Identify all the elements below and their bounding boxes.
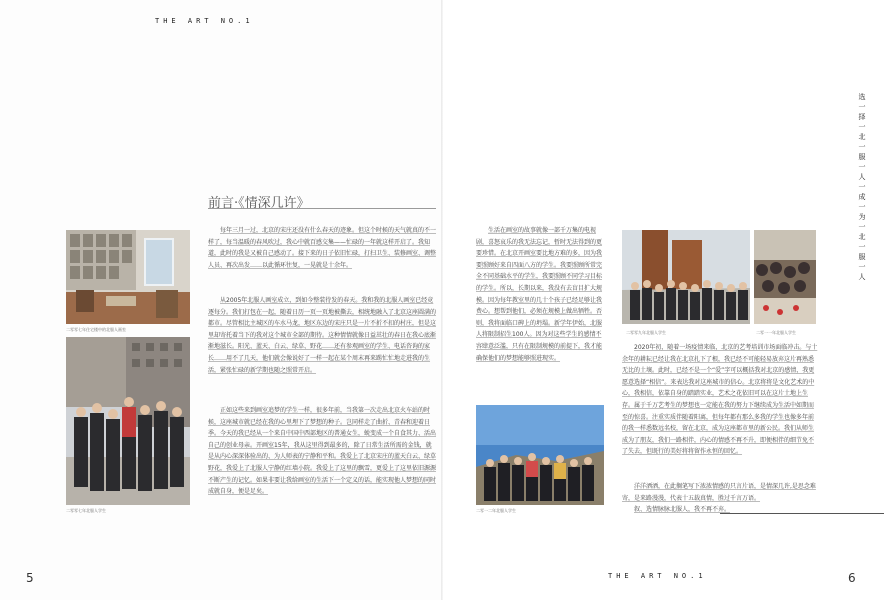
column1-paragraph3: 正如这些来到画室追梦的学生一样，很多年前，当我第一次走出北京火车站的时候，这座城市就已经在我的心里埋下了梦想的种子。岂同样走了曲折、青春和迎着日季。今天的我已经从一个来自中国中西部地区的普通女生，蜕变成一个自食其力、活出自己的创业母亲。开画室15年，我从这里得到最多的，除了日常生活所需的金钱，就是从内心深深体验出的、为人师表的宁静和平和。我爱上了北京宋庄的蓝天白云、绿草野花，我爱上了北服人宁静的红墙小院。我爱上了这里的飘雪，更爱上了这里依旧源源不断产生的记忆。如果非要让我给画室的生活下一个定义的话，能实现他人梦想的同时成就自身，便是足矣。 (208, 407, 437, 496)
photo-students-2011 (754, 230, 816, 324)
vertical-slogan-char: 一 (858, 163, 866, 171)
photo-students-2009 (622, 230, 750, 324)
caption-photo5: 二零一二年北服人学生 (476, 508, 516, 513)
vertical-slogan-char: 北 (858, 233, 866, 241)
vertical-slogan-char: 服 (858, 153, 866, 161)
vertical-slogan-char: 一 (858, 183, 866, 191)
column3-paragraph3: 叙、选情脉脉北服人，我不再不弃。 (634, 506, 731, 513)
column2-paragraph1: 生活在画室的故事就像一部千万集的电视剧，喜怒哀乐的我无法忘记，暂时无法得到的更要珍惜。在北京开画室要比地方难的多，因为我要照顾好来自四面八方的学生。我要照顾所常完全不同基础水平的学生，我要照顾不同学习目标的学生。所以，长期以来，我没有去盲目扩大规模。因为每年教室里的几十个孩子已经足够让我费心。想帮到他们，必须在规模上做出牺牲。否则，我将面临口碑上的坍塌。新学年伊始，北服人将限制招生100人。因为对这些学生的感情不容肆意泛滥，只有在限制规模的前提下，我才能确保他们的梦想能够照进现实。 (476, 227, 603, 362)
vertical-slogan-char: 一 (858, 203, 866, 211)
caption-photo4: 二零一一年北服人学生 (756, 330, 796, 335)
column1-paragraph1: 每年三月一过，北京的宋庄还没有什么春天的迹象。但这个时候的天气就真的不一样了，每当温暖的春风吹过，我心中就百感交集——忙碌的一年就这样开启了。我知道，此时的我是又被自己感动了。接下来的日子依旧忙碌，打扫卫生、装修画室、调整人员、再次出发……以此循环往复，一晃就是十余年。 (208, 227, 437, 269)
vertical-slogan-char: 一 (858, 223, 866, 231)
title-divider (208, 208, 436, 209)
caption-photo1: 二零零七年住宅楼中的北服人画室 (66, 327, 126, 332)
column1-paragraph2: 从2005年北服人画室成立，到如今整装待发的春天。我和我的北服人画室已经竟逐每分。我们打包在一起，随着日历一页一页地被撕去，相统地融入了北京这座圆满的都市。尽管相比主城区的车水马龙，地区东边的宋庄只是一片不折不扣的村庄，但是这里却寄托着当下的我对这个城市全部的期待。这种情情就像日益茁壮的春日在我心底渐渐地滋长。阳光、蓝天、白云、绿草、野花……还有参观画室的学生、电话咨询的家长……用不了几天，他们就会像说好了一样一起在某个周末再来踢忙忙地走进我的生活，紧张忙碌的新学期也随之照常开启。 (208, 297, 437, 374)
vertical-slogan-char: 成 (858, 193, 866, 201)
page-number-left: 5 (26, 571, 34, 585)
vertical-slogan-char: 人 (858, 173, 866, 181)
page-gutter (441, 0, 443, 600)
vertical-slogan (856, 92, 868, 282)
vertical-slogan-char: 一 (858, 143, 866, 151)
article-title: 前言·《情深几许》 (208, 196, 310, 211)
vertical-slogan-char: 一 (858, 263, 866, 271)
vertical-slogan-char: 北 (858, 133, 866, 141)
bottom-right-rule (720, 513, 884, 514)
header-brand-right: THE ART NO.1 (608, 572, 707, 580)
photo-students-2007 (66, 337, 190, 505)
vertical-slogan-char: 人 (858, 273, 866, 281)
header-brand-left: THE ART NO.1 (155, 17, 254, 25)
page-number-right: 6 (848, 571, 856, 585)
column3-paragraph2: 洋洋洒洒，在此搁笔写下浓浓情感的只言片语，是情深几许,是思念难寄，是来路漫漫，代表十五载真情，胜过千言万语。 (622, 483, 816, 502)
vertical-slogan-char: 一 (858, 243, 866, 251)
column3-paragraph1: 2020年初，随着一场疫情来临，北京的艺考培训市场面临冲击。与十余年的耕耘已经让我在北京扎下了根，我已经不可能轻易放弃这片再熟悉无比的土壤。此时，已经不是一个“爱”字可以概括我对北京的感情，我更愿意选择“相信”。来表达我对这座城市的信心。北京将将是文化艺术的中心，我相信，依靠自身的踏踏实业，艺术之花依旧可以在这片土地上生存。属于千万艺考生的梦想也一定能在我的努力下继续成为生活中如期而至的惊喜。注重实质伴随着阳离，但每年都有那么多我的学生也像多年前的我一样悉数远名校，留在北京，成为这座都市里的新公民。我们从师生成为了朋友，我们一路相伴，内心的情感不再不升，即便相伴的细节免不了失去，但既行的美好将将留作永恒的回忆。 (622, 344, 818, 456)
photo-studio-interior (66, 230, 190, 324)
caption-photo2: 二零零七年北服人学生 (66, 508, 106, 513)
vertical-slogan-char: 一 (858, 123, 866, 131)
vertical-slogan-char: 选 (858, 93, 866, 101)
vertical-slogan-char: 为 (858, 213, 866, 221)
caption-photo3: 二零零九年北服人学生 (626, 330, 666, 335)
vertical-slogan-char: 服 (858, 253, 866, 261)
photo-students-2012 (476, 405, 604, 505)
vertical-slogan-char: 一 (858, 103, 866, 111)
vertical-slogan-char: 择 (858, 113, 866, 121)
